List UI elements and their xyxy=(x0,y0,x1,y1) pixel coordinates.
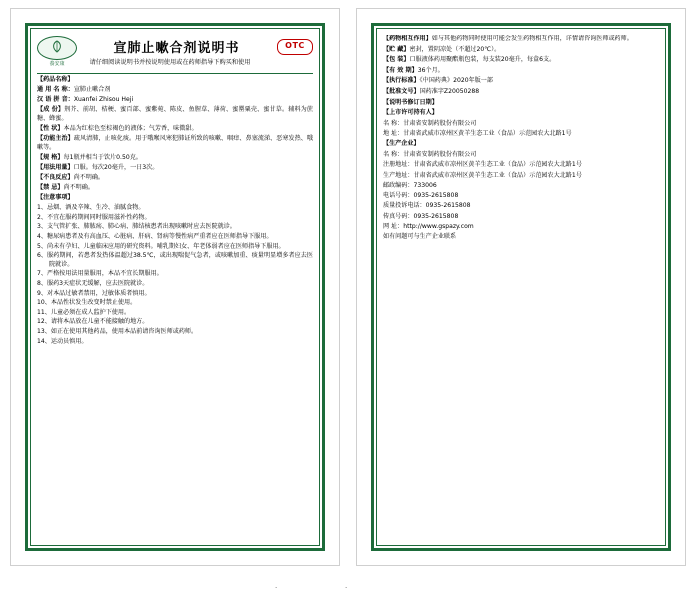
field-value: 《中国药典》2020年版一部 xyxy=(419,77,493,85)
field-value: 荆芥、前胡、桔梗、蜜百部、蜜紫菀、陈皮、鱼腥草、薄荷、蜜罂粟壳、蜜甘草。辅料为蔗糖、蜂蜜。 xyxy=(37,106,313,122)
contact-fax: 传真号码：0935-2615808 xyxy=(383,212,459,220)
field-label: 【禁 忌】 xyxy=(37,184,64,192)
field-label: 【用法用量】 xyxy=(37,163,74,171)
field-contraindications xyxy=(37,184,313,193)
contact-postal-code: 邮政编码：733006 xyxy=(383,181,437,189)
field-value: Xuanfei Zhisou Heji xyxy=(73,96,134,104)
field-label: 汉 语 拼 音： xyxy=(37,96,74,104)
field-label: 【生产企业】 xyxy=(383,140,420,148)
field-value: 如与其他药物同时使用可能会发生药物相互作用，详情请咨询医师或药师。 xyxy=(431,35,633,42)
field-approval-number xyxy=(383,88,659,97)
list-item: 10、本品性状发生改变时禁止使用。 xyxy=(37,299,137,307)
field-label: 【上市许可持有人】 xyxy=(383,109,438,117)
manufacturer-name-key: 名 称： xyxy=(383,150,404,158)
left-page-content xyxy=(37,35,313,539)
field-value: 疏风清肺，止咳化痰。用于哦喉风寒犯肺证所致的咳嗽、咽痒、鼻塞流涕、恶寒发热、哦嗽等。 xyxy=(37,135,313,151)
logo-text: 養安康 xyxy=(49,61,65,67)
field-generic-name xyxy=(37,86,313,95)
field-label: 【不良反应】 xyxy=(37,173,74,181)
document-header xyxy=(37,35,313,74)
registered-address-value: 甘肃省武威市凉州区黄羊生态工业（食品）示范园农大北路1号 xyxy=(413,161,582,169)
production-address-value: 甘肃省武威市凉州区黄羊生态工业（食品）示范园农大北路1号 xyxy=(413,171,582,179)
field-description xyxy=(37,125,313,134)
field-shelf-life xyxy=(383,67,659,76)
production-address-line xyxy=(383,172,659,181)
field-dosage xyxy=(37,164,313,173)
footer-marks xyxy=(0,582,700,592)
list-item: 13、如正在使用其他药品，使用本品前请咨询医师或药师。 xyxy=(37,327,198,335)
leaflet-page-right xyxy=(356,8,686,566)
mah-address-value: 甘肃省武威市凉州区黄羊生态工业（食品）示范园农大北路1号 xyxy=(403,130,572,138)
field-value: 本品为红棕色至棕褐色的液体；气芳香，味微甜。 xyxy=(63,124,198,132)
field-label: 【功能主治】 xyxy=(37,135,74,143)
otc-badge: OTC xyxy=(277,39,313,55)
field-label: 【说明书修订日期】 xyxy=(383,98,438,106)
field-pinyin xyxy=(37,96,313,105)
field-label: 【贮 藏】 xyxy=(383,45,410,53)
field-value: 密封，置阴凉处（不超过20℃）。 xyxy=(409,45,501,53)
footer-mark-right: · xyxy=(345,584,348,592)
field-indications xyxy=(37,135,313,152)
field-packaging xyxy=(383,56,659,65)
right-body-text xyxy=(383,35,659,242)
page-subtitle: 请仔细阅读说明书并按说明使用或在药师指导下购买和使用 xyxy=(89,59,251,66)
list-item: 11、儿童必须在成人监护下使用。 xyxy=(37,308,131,316)
list-item: 8、服药3天症状无缓解，应去医院就诊。 xyxy=(37,279,149,287)
manufacturer-name-value: 甘肃省安制药股份有限公司 xyxy=(403,150,477,158)
footer-mark-left: · xyxy=(275,584,278,592)
field-drug-interactions xyxy=(383,35,659,44)
list-item: 7、严格按用法用量服用，本品不宜长期服用。 xyxy=(37,270,163,278)
field-value: 口服液体药用聚酯瓶包装，每支装20毫升，每盒6支。 xyxy=(409,56,556,64)
field-label: 【执行标准】 xyxy=(383,77,420,85)
list-item: 9、对本品过敏者禁用，过敏体质者慎用。 xyxy=(37,289,151,297)
field-value: 每1瓶并相当于饮片0.50克。 xyxy=(63,153,142,161)
page-title: 宣肺止嗽合剂说明书 xyxy=(113,41,240,56)
list-item: 4、糖尿病患者及有高血压、心脏病、肝病、肾病等慢性病严重者应在医师指导下服用。 xyxy=(37,233,273,240)
field-standard xyxy=(383,77,659,86)
field-value: 国药准字Z20050288 xyxy=(419,87,480,95)
field-manufacturer-label xyxy=(383,140,659,149)
list-item: 2、不宜在服药期间同时服用滋补性药物。 xyxy=(37,213,151,221)
registered-address-line xyxy=(383,161,659,170)
field-value: 36个月。 xyxy=(417,66,444,74)
mah-name-key: 名 称： xyxy=(383,119,404,127)
field-ingredients xyxy=(37,106,313,123)
leaf-icon xyxy=(50,40,64,53)
list-item: 12、请将本品放在儿童不能接触的地方。 xyxy=(37,318,149,326)
right-page-content xyxy=(383,35,659,539)
manufacturer-name-line xyxy=(383,151,659,160)
field-value: 尚不明确。 xyxy=(73,173,105,181)
field-adverse-reactions xyxy=(37,174,313,183)
field-precautions-label xyxy=(37,194,313,203)
field-label: 【包 装】 xyxy=(383,56,410,64)
field-label: 【有 效 期】 xyxy=(383,66,418,74)
field-label: 【批准文号】 xyxy=(383,87,420,95)
mah-name-value: 甘肃省安制药股份有限公司 xyxy=(403,119,477,127)
field-drug-name xyxy=(37,76,313,85)
field-label: 【药品名称】 xyxy=(37,76,74,83)
list-item: 14、运动员慎用。 xyxy=(37,337,88,345)
list-item: 3、支气管扩张、肺脓疡、肺心病、肺结核患者出现咳嗽时应去医院就诊。 xyxy=(37,223,236,231)
field-mah-label xyxy=(383,109,659,118)
field-value: 尚不明确。 xyxy=(63,184,94,192)
field-value: 宣肺止嗽合剂 xyxy=(73,86,111,94)
field-label: 【注意事项】 xyxy=(37,194,74,202)
mah-address-key: 地 址： xyxy=(383,130,404,138)
field-label: 【成 份】 xyxy=(37,106,65,114)
list-item: 6、服药期间，若患者发热体温超过38.5℃，或出现喘促气急者，或咳嗽加重、痰量明显增多者应去医院就诊。 xyxy=(37,252,313,268)
field-storage xyxy=(383,46,659,55)
field-label: 【药物相互作用】 xyxy=(383,35,432,42)
left-body-text xyxy=(37,76,313,346)
field-revision-date xyxy=(383,99,659,108)
contact-note: 如有问题可与生产企业联系 xyxy=(383,233,457,241)
registered-address-key: 注册地址： xyxy=(383,161,414,169)
leaflet-page-left xyxy=(10,8,340,566)
precautions-list xyxy=(37,204,313,346)
list-item: 1、忌烟、酒及辛辣、生冷、油腻食物。 xyxy=(37,204,145,212)
list-item: 5、尚未有孕妇、儿童临床应用的研究资料。哺乳期妇女、年老体弱者应在医师指导下服用。 xyxy=(37,242,285,250)
field-value: 口服。每次20毫升，一日3次。 xyxy=(73,163,159,171)
mah-address-line xyxy=(383,130,659,139)
field-label: 通 用 名 称： xyxy=(37,86,74,94)
mah-name-line xyxy=(383,120,659,129)
field-label: 【规 格】 xyxy=(37,153,64,161)
contact-website[interactable]: 网 址：http://www.gspazy.com xyxy=(383,223,474,231)
production-address-key: 生产地址： xyxy=(383,171,414,179)
field-specification xyxy=(37,154,313,163)
contact-quality-complaint-phone: 质量投诉电话：0935-2615808 xyxy=(383,202,471,210)
contact-phone: 电话号码：0935-2615808 xyxy=(383,192,459,200)
field-label: 【性 状】 xyxy=(37,124,64,132)
